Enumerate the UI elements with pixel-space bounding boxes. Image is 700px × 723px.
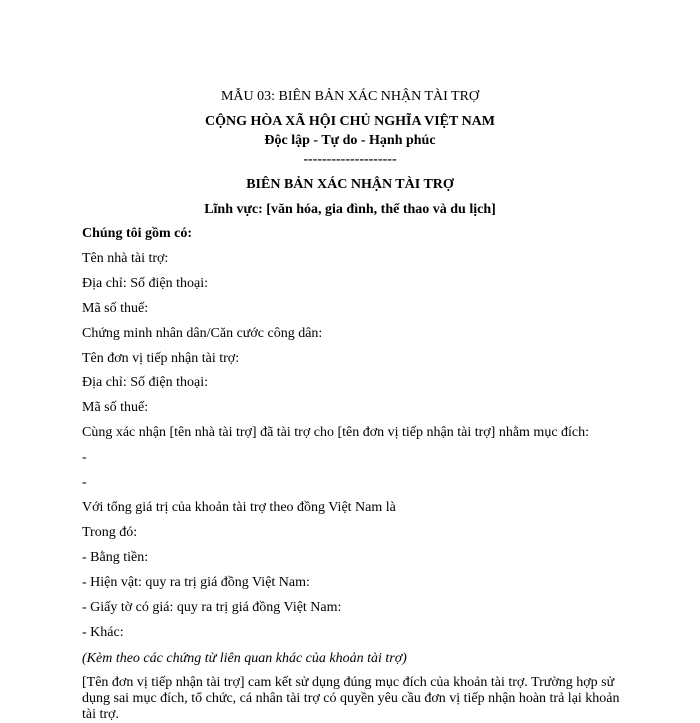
sponsor-id-line: Chứng minh nhân dân/Căn cước công dân: (82, 326, 323, 341)
purpose-item-2: - (82, 475, 87, 490)
intro-heading: Chúng tôi gồm có: (82, 226, 193, 241)
securities-line: - Giấy tờ có giá: quy ra trị giá đồng Việt Nam: (82, 600, 342, 615)
other-line: - Khác: (82, 625, 124, 640)
country-name: CỘNG HÒA XÃ HỘI CHỦ NGHĨA VIỆT NAM (204, 114, 495, 129)
recipient-address-line: Địa chỉ: Số điện thoại: (82, 375, 208, 390)
sponsor-name-line: Tên nhà tài trợ: (82, 251, 169, 266)
document-field: Lĩnh vực: [văn hóa, gia đình, thể thao và du lịch] (204, 202, 496, 217)
attachments-note: (Kèm theo các chứng từ liên quan khác của khoản tài trợ) (82, 651, 407, 666)
breakdown-heading: Trong đó: (82, 525, 138, 540)
recipient-name-line: Tên đơn vị tiếp nhận tài trợ: (82, 351, 240, 366)
in-kind-line: - Hiện vật: quy ra trị giá đồng Việt Nam: (82, 575, 310, 590)
motto: Độc lập - Tự do - Hạnh phúc (264, 133, 436, 148)
header-divider: -------------------- (303, 152, 397, 167)
purpose-item-1: - (82, 450, 87, 465)
document-title: BIÊN BẢN XÁC NHẬN TÀI TRỢ (246, 177, 454, 192)
total-value-line: Với tổng giá trị của khoản tài trợ theo đồng Việt Nam là (82, 500, 396, 515)
sponsor-address-line: Địa chỉ: Số điện thoại: (82, 276, 208, 291)
cash-line: - Bằng tiền: (82, 550, 149, 565)
purpose-line: Cùng xác nhận [tên nhà tài trợ] đã tài trợ cho [tên đơn vị tiếp nhận tài trợ] nhằm mục đích: (82, 425, 590, 440)
commitment-paragraph: [Tên đơn vị tiếp nhận tài trợ] cam kết sử dụng đúng mục đích của khoản tài trợ. Trường hợp sử dụng sai mục đích, tổ chức, cá nhân tài trợ có quyền yêu cầu đơn vị tiếp nhận hoàn trả lại khoản tài trợ. (82, 675, 620, 722)
recipient-tax-line: Mã số thuế: (82, 400, 149, 415)
form-title: MẪU 03: BIÊN BẢN XÁC NHẬN TÀI TRỢ (220, 89, 480, 104)
sponsor-tax-line: Mã số thuế: (82, 301, 149, 316)
